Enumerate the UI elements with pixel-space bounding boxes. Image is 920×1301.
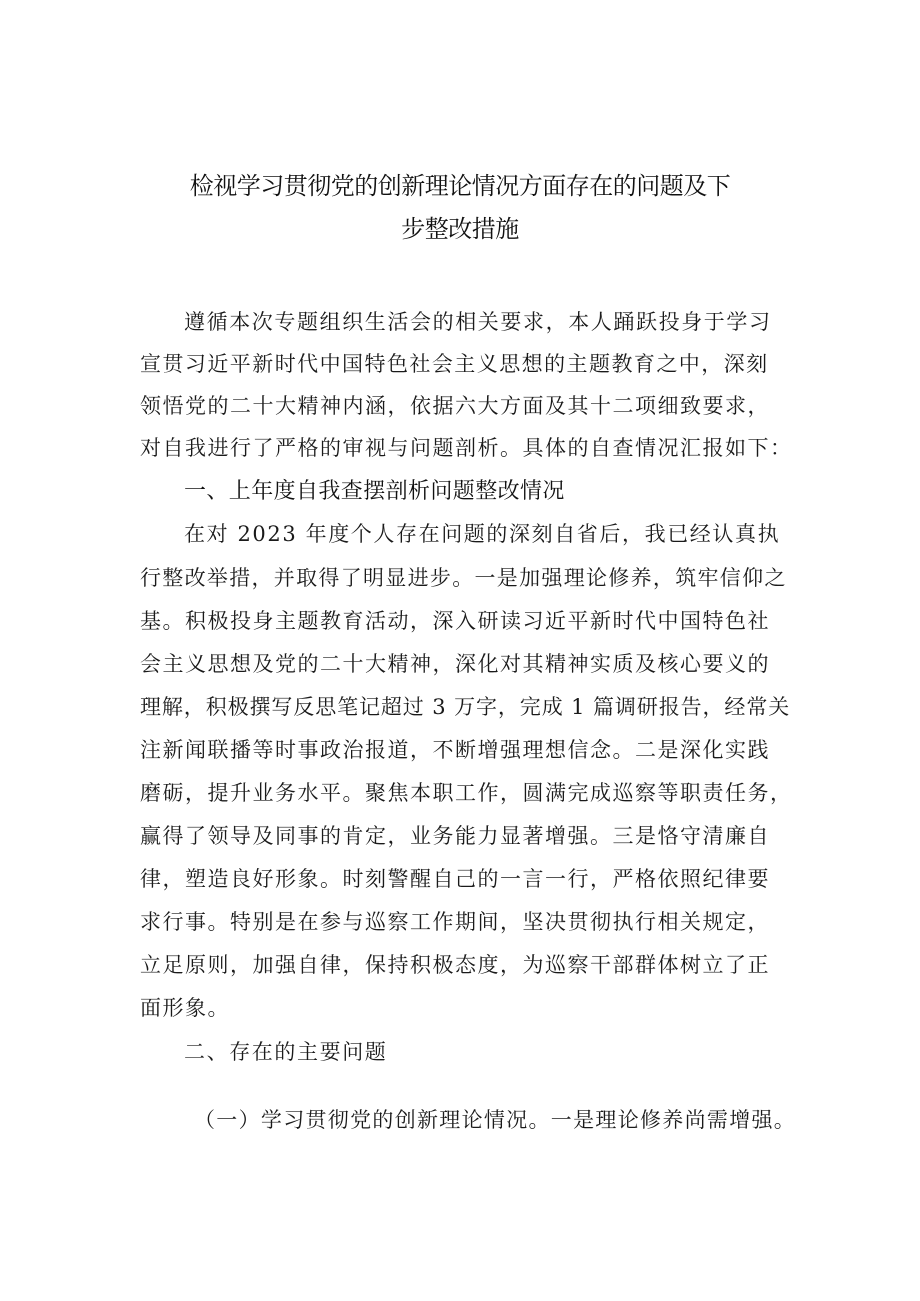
intro-line: 遵循本次专题组织生活会的相关要求，本人踊跃投身于学习 xyxy=(184,310,772,334)
section-heading-2: 二、存在的主要问题 xyxy=(184,1040,388,1064)
intro-line: 宣贯习近平新时代中国特色社会主义思想的主题教育之中，深刻 xyxy=(140,352,769,376)
intro-line: 领悟党的二十大精神内涵，依据六大方面及其十二项细致要求， xyxy=(140,394,770,418)
section1-line: 面形象。 xyxy=(140,996,230,1020)
section1-line: 赢得了领导及同事的肯定，业务能力显著增强。三是恪守清廉自 xyxy=(140,824,770,848)
section1-line: 会主义思想及党的二十大精神，深化对其精神实质及核心要义的 xyxy=(140,652,770,676)
section1-line: 注新闻联播等时事政治报道，不断增强理想信念。二是深化实践 xyxy=(140,738,770,762)
section1-line: 基。积极投身主题教育活动，深入研读习近平新时代中国特色社 xyxy=(140,609,770,633)
intro-line: 对自我进行了严格的审视与问题剖析。具体的自查情况汇报如下： xyxy=(140,436,793,460)
document-title-line-2: 步整改措施 xyxy=(401,215,519,243)
section1-line: 律，塑造良好形象。时刻警醒自己的一言一行，严格依照纪律要 xyxy=(140,867,770,891)
document-title-line-1: 检视学习贯彻党的创新理论情况方面存在的问题及下 xyxy=(189,172,731,200)
section1-line: 理解，积极撰写反思笔记超过 3 万字，完成 1 篇调研报告，经常关 xyxy=(140,695,791,719)
section1-line: 求行事。特别是在参与巡察工作期间，坚决贯彻执行相关规定， xyxy=(140,910,770,934)
section1-line: 在对 2023 年度个人存在问题的深刻自省后，我已经认真执 xyxy=(184,522,781,546)
subsection-line: （一）学习贯彻党的创新理论情况。一是理论修养尚需增强。 xyxy=(194,1108,797,1132)
section-heading-1: 一、上年度自我查摆剖析问题整改情况 xyxy=(184,479,565,504)
section1-line: 立足原则，加强自律，保持积极态度，为巡察干部群体树立了正 xyxy=(140,953,770,977)
section1-line: 行整改举措，并取得了明显进步。一是加强理论修养，筑牢信仰之 xyxy=(140,566,787,590)
section1-line: 磨砺，提升业务水平。聚焦本职工作，圆满完成巡察等职责任务， xyxy=(140,781,793,805)
